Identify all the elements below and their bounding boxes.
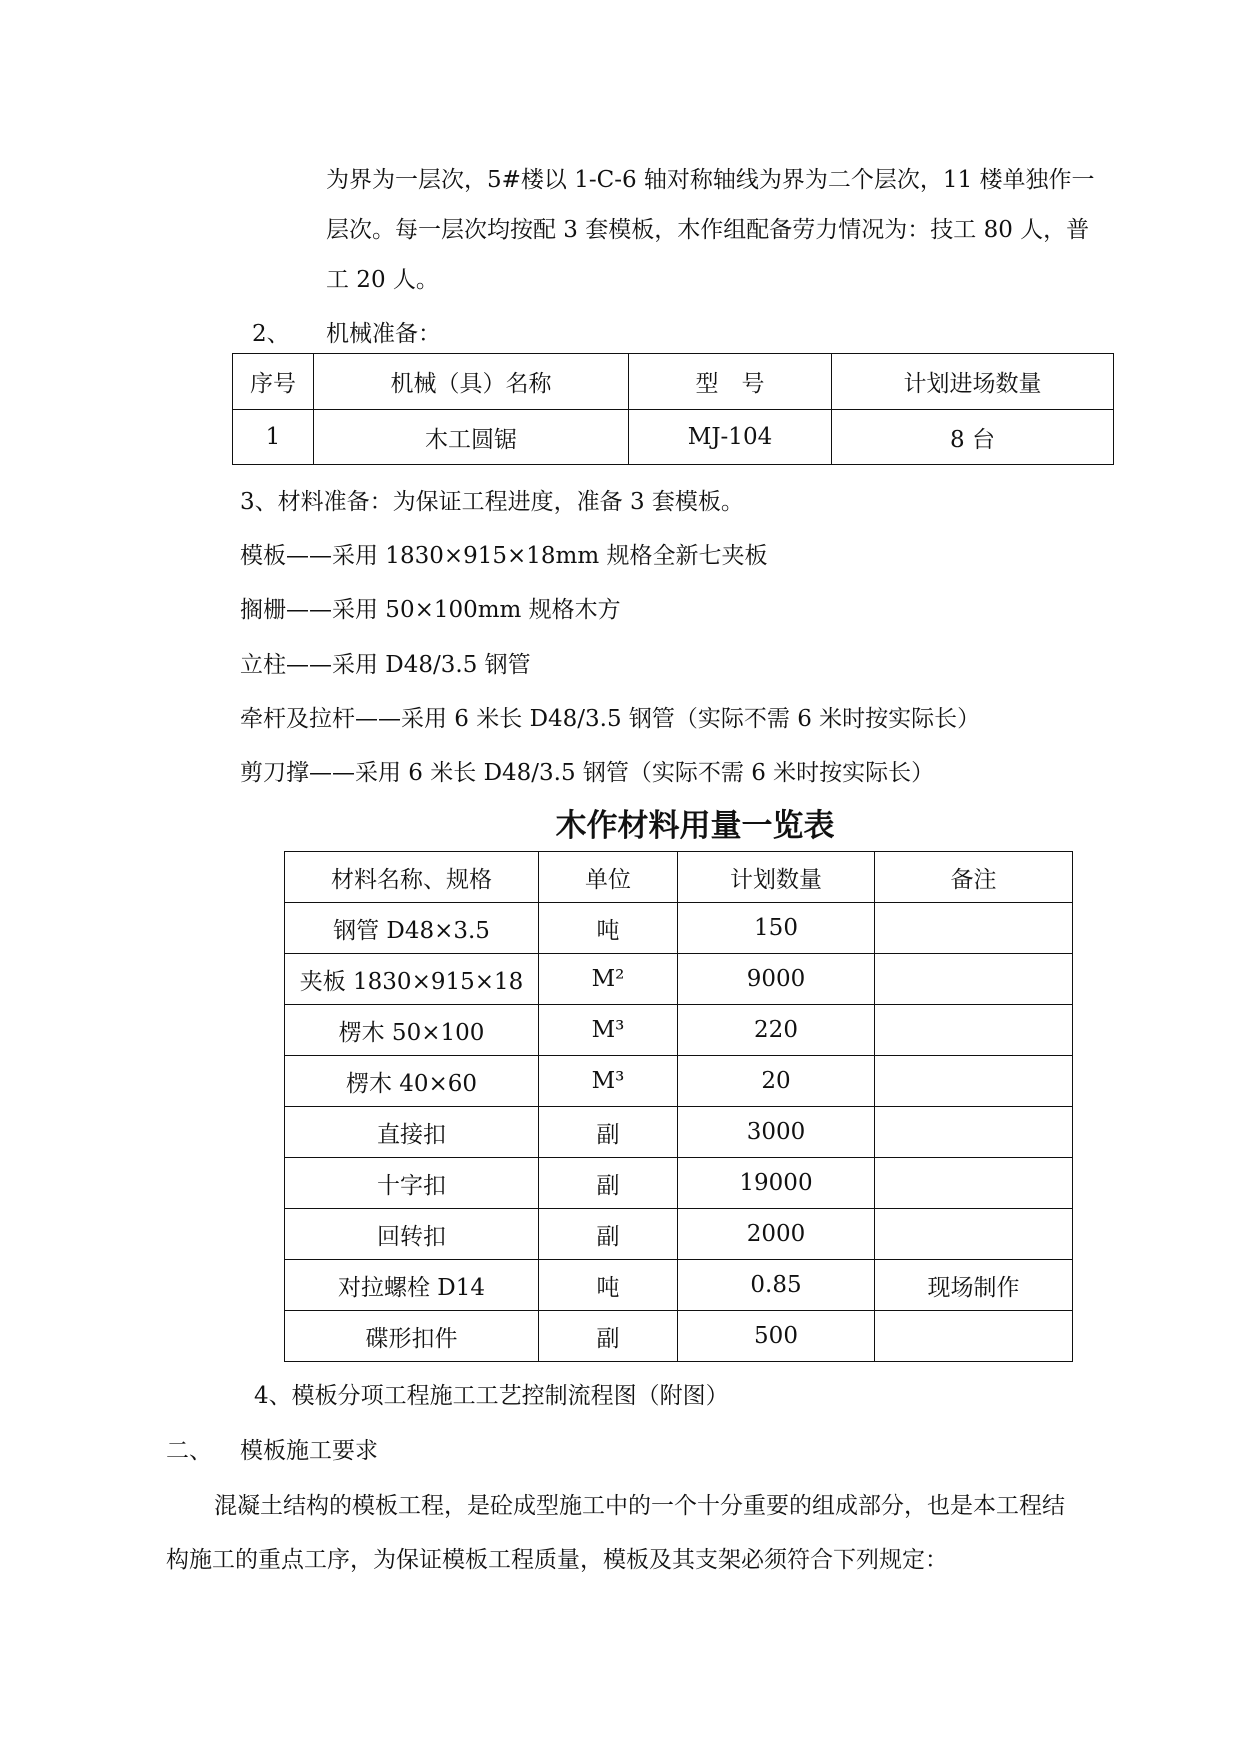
material-cell: 220 (678, 1005, 875, 1056)
material-cell: M³ (539, 1005, 678, 1056)
machinery-header-cell: 计划进场数量 (832, 354, 1114, 410)
materials-heading: 3、材料准备：为保证工程进度，准备 3 套模板。 (240, 489, 744, 515)
material-row (285, 903, 1073, 954)
material-cell: 3000 (678, 1107, 875, 1158)
material-cell (875, 903, 1073, 954)
material-table (284, 851, 1073, 1362)
machinery-header-cell: 序号 (233, 354, 314, 410)
material-cell: 副 (539, 1158, 678, 1209)
material-cell: 吨 (539, 1260, 678, 1311)
material-cell: 回转扣 (285, 1209, 539, 1260)
machinery-header-cell: 机械（具）名称 (314, 354, 629, 410)
material-row (285, 1209, 1073, 1260)
machinery-header-row (233, 354, 1114, 410)
material-row (285, 1005, 1073, 1056)
material-cell: 副 (539, 1311, 678, 1362)
material-header-cell: 计划数量 (678, 852, 875, 903)
material-cell (875, 1209, 1073, 1260)
material-cell (875, 1158, 1073, 1209)
machinery-row (233, 410, 1114, 465)
material-header-cell: 单位 (539, 852, 678, 903)
material-table-title: 木作材料用量一览表 (555, 808, 835, 844)
intro-line-2: 层次。每一层次均按配 3 套模板，木作组配备劳力情况为：技工 80 人，普 (326, 217, 1090, 243)
material-item: 立柱——采用 D48/3.5 钢管 (240, 652, 531, 678)
material-cell: 副 (539, 1107, 678, 1158)
material-item: 牵杆及拉杆——采用 6 米长 D48/3.5 钢管（实际不需 6 米时按实际长） (240, 706, 981, 732)
material-cell: 副 (539, 1209, 678, 1260)
material-cell: 对拉螺栓 D14 (285, 1260, 539, 1311)
material-cell: M² (539, 954, 678, 1005)
material-header-row (285, 852, 1073, 903)
material-item: 模板——采用 1830×915×18mm 规格全新七夹板 (240, 543, 768, 569)
closing-line-2: 构施工的重点工序，为保证模板工程质量，模板及其支架必须符合下列规定： (166, 1547, 948, 1573)
material-cell: 现场制作 (875, 1260, 1073, 1311)
machinery-cell: MJ-104 (629, 410, 832, 465)
material-header-cell: 材料名称、规格 (285, 852, 539, 903)
intro-line-3: 工 20 人。 (326, 267, 439, 293)
closing-line-1: 混凝土结构的模板工程，是砼成型施工中的一个十分重要的组成部分，也是本工程结 (214, 1493, 1065, 1519)
material-row (285, 1311, 1073, 1362)
material-row (285, 1056, 1073, 1107)
material-cell: 150 (678, 903, 875, 954)
flow-chart-note: 4、模板分项工程施工工艺控制流程图（附图） (254, 1383, 729, 1409)
machinery-header-cell: 型 号 (629, 354, 832, 410)
machinery-heading: 机械准备： (326, 321, 441, 347)
intro-line-1: 为界为一层次，5#楼以 1-C-6 轴对称轴线为界为二个层次，11 楼单独作一 (326, 167, 1095, 193)
material-row (285, 1260, 1073, 1311)
material-row (285, 954, 1073, 1005)
material-cell: 19000 (678, 1158, 875, 1209)
material-cell (875, 1107, 1073, 1158)
section-two-number: 二、 (166, 1438, 212, 1464)
material-row (285, 1158, 1073, 1209)
material-cell: 楞木 40×60 (285, 1056, 539, 1107)
material-cell: 500 (678, 1311, 875, 1362)
material-cell: 夹板 1830×915×18 (285, 954, 539, 1005)
material-cell (875, 1005, 1073, 1056)
machinery-cell: 1 (233, 410, 314, 465)
material-cell (875, 954, 1073, 1005)
material-cell: 吨 (539, 903, 678, 954)
material-cell: 直接扣 (285, 1107, 539, 1158)
material-item: 剪刀撑——采用 6 米长 D48/3.5 钢管（实际不需 6 米时按实际长） (240, 760, 935, 786)
material-cell: 20 (678, 1056, 875, 1107)
machinery-table (232, 353, 1114, 465)
section-two-heading: 模板施工要求 (240, 1438, 378, 1464)
material-cell: 楞木 50×100 (285, 1005, 539, 1056)
material-cell (875, 1056, 1073, 1107)
material-cell: 碟形扣件 (285, 1311, 539, 1362)
material-cell: 9000 (678, 954, 875, 1005)
material-row (285, 1107, 1073, 1158)
material-cell: 0.85 (678, 1260, 875, 1311)
material-cell (875, 1311, 1073, 1362)
material-cell: 十字扣 (285, 1158, 539, 1209)
material-cell: 钢管 D48×3.5 (285, 903, 539, 954)
machinery-number: 2、 (252, 321, 290, 347)
material-header-cell: 备注 (875, 852, 1073, 903)
material-item: 搁栅——采用 50×100mm 规格木方 (240, 597, 621, 623)
machinery-cell: 8 台 (832, 410, 1114, 465)
material-cell: 2000 (678, 1209, 875, 1260)
material-cell: M³ (539, 1056, 678, 1107)
machinery-cell: 木工圆锯 (314, 410, 629, 465)
